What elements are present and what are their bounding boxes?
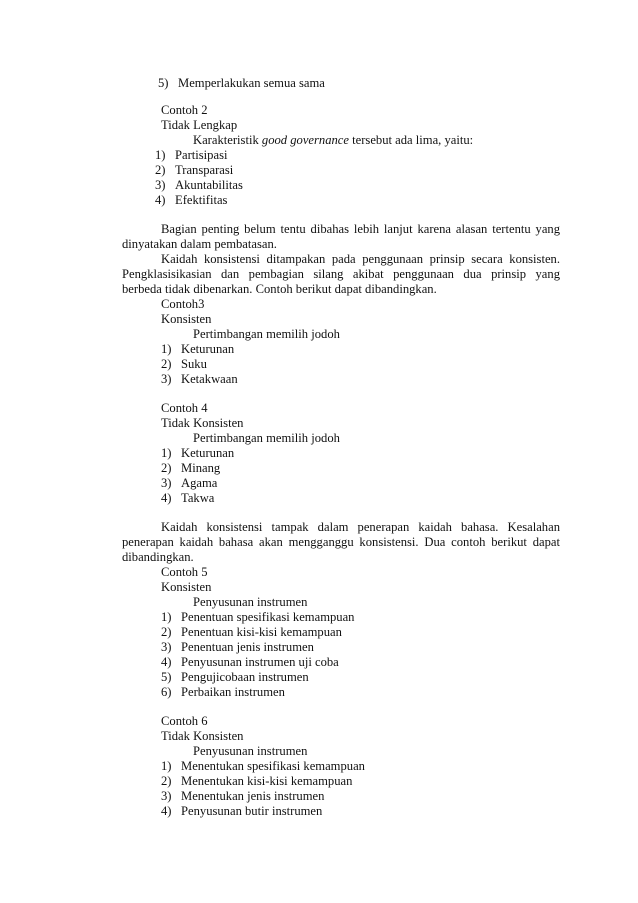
list-item-text: Menentukan kisi-kisi kemampuan bbox=[181, 774, 353, 788]
list-item-text: Perbaikan instrumen bbox=[181, 685, 285, 699]
example-label: Tidak Lengkap bbox=[161, 118, 238, 132]
list-item-text: Ketakwaan bbox=[181, 372, 238, 386]
list-item bbox=[161, 357, 207, 372]
example-title: Contoh 2 bbox=[161, 103, 208, 117]
example-title: Contoh 5 bbox=[161, 565, 208, 579]
list-number: 2) bbox=[161, 774, 172, 788]
list-number: 4) bbox=[155, 193, 166, 207]
example-lead: Penyusunan instrumen bbox=[193, 595, 308, 609]
list-item bbox=[155, 148, 227, 163]
example-lead: Penyusunan instrumen bbox=[193, 744, 308, 758]
paragraph-line: Kaidah konsistensi ditampakan pada penggunaan prinsip secara konsisten. bbox=[161, 252, 560, 266]
list-number: 3) bbox=[161, 476, 172, 490]
list-item-text: Suku bbox=[181, 357, 207, 371]
paragraph-line: dinyatakan dalam pembatasan. bbox=[122, 237, 277, 251]
list-item bbox=[161, 685, 285, 700]
list-item-text: Efektifitas bbox=[175, 193, 228, 207]
paragraph-line: penerapan kaidah bahasa akan mengganggu konsistensi. Dua contoh berikut dapat bbox=[122, 535, 560, 549]
list-item bbox=[155, 178, 243, 193]
example-title: Contoh 4 bbox=[161, 401, 208, 415]
list-number: 3) bbox=[161, 372, 172, 386]
list-item-text: Keturunan bbox=[181, 446, 235, 460]
list-item-text: Menentukan jenis instrumen bbox=[181, 789, 325, 803]
list-number: 4) bbox=[161, 804, 172, 818]
list-number: 1) bbox=[155, 148, 166, 162]
list-item bbox=[161, 625, 342, 640]
list-item bbox=[161, 789, 324, 804]
list-item-text: Penentuan spesifikasi kemampuan bbox=[181, 610, 355, 624]
example-label: Tidak Konsisten bbox=[161, 729, 244, 743]
example-lead: Pertimbangan memilih jodoh bbox=[193, 431, 340, 445]
paragraph-line: Kaidah konsistensi tampak dalam penerapan kaidah bahasa. Kesalahan bbox=[161, 520, 560, 534]
list-number: 1) bbox=[161, 446, 172, 460]
example-title: Contoh 6 bbox=[161, 714, 208, 728]
list-item bbox=[161, 804, 322, 819]
list-item-text: Penentuan jenis instrumen bbox=[181, 640, 314, 654]
list-item bbox=[161, 476, 217, 491]
list-item-text: Partisipasi bbox=[175, 148, 228, 162]
list-item-text: Menentukan spesifikasi kemampuan bbox=[181, 759, 365, 773]
example-lead: Pertimbangan memilih jodoh bbox=[193, 327, 340, 341]
list-item-text: Keturunan bbox=[181, 342, 235, 356]
list-item-text: Penyusunan instrumen uji coba bbox=[181, 655, 339, 669]
list-item bbox=[161, 461, 220, 476]
paragraph-line: Bagian penting belum tentu dibahas lebih lanjut karena alasan tertentu yang bbox=[161, 222, 560, 236]
list-item bbox=[155, 193, 227, 208]
list-item bbox=[161, 774, 352, 789]
example-title: Contoh3 bbox=[161, 297, 205, 311]
paragraph-line: dibandingkan. bbox=[122, 550, 194, 564]
list-number: 2) bbox=[155, 163, 166, 177]
list-number: 3) bbox=[161, 640, 172, 654]
list-number: 2) bbox=[161, 625, 172, 639]
example-lead: Karakteristik good governance tersebut ada lima, yaitu: bbox=[193, 133, 474, 147]
example-label: Konsisten bbox=[161, 312, 212, 326]
list-item bbox=[155, 163, 233, 178]
example-label: Tidak Konsisten bbox=[161, 416, 244, 430]
list-number: 5) bbox=[158, 76, 169, 90]
list-number: 4) bbox=[161, 655, 172, 669]
list-number: 3) bbox=[161, 789, 172, 803]
list-item bbox=[161, 670, 309, 685]
example-label: Konsisten bbox=[161, 580, 212, 594]
list-item bbox=[161, 610, 354, 625]
list-number: 1) bbox=[161, 610, 172, 624]
paragraph-line: berbeda tidak dibenarkan. Contoh berikut dapat dibandingkan. bbox=[122, 282, 437, 296]
list-item bbox=[161, 759, 365, 774]
list-number: 2) bbox=[161, 357, 172, 371]
list-number: 6) bbox=[161, 685, 172, 699]
list-number: 4) bbox=[161, 491, 172, 505]
list-item bbox=[161, 655, 339, 670]
list-item-text: Akuntabilitas bbox=[175, 178, 243, 192]
list-item-text: Minang bbox=[181, 461, 221, 475]
list-item bbox=[161, 491, 214, 506]
list-item-text: Takwa bbox=[181, 491, 215, 505]
list-item-text: Agama bbox=[181, 476, 218, 490]
list-item-text: Pengujicobaan instrumen bbox=[181, 670, 309, 684]
list-item-text: Penentuan kisi-kisi kemampuan bbox=[181, 625, 342, 639]
list-item-text: Penyusunan butir instrumen bbox=[181, 804, 323, 818]
list-number: 3) bbox=[155, 178, 166, 192]
list-item bbox=[161, 342, 234, 357]
list-number: 1) bbox=[161, 759, 172, 773]
list-number: 5) bbox=[161, 670, 172, 684]
paragraph-line: Pengklasisikasian dan pembagian silang akibat penggunaan dua prinsip yang bbox=[122, 267, 560, 281]
list-item bbox=[161, 640, 314, 655]
list-number: 1) bbox=[161, 342, 172, 356]
list-number: 2) bbox=[161, 461, 172, 475]
list-item-text: Memperlakukan semua sama bbox=[178, 76, 325, 90]
list-item bbox=[161, 372, 238, 387]
list-item-text: Transparasi bbox=[175, 163, 234, 177]
list-item bbox=[161, 446, 234, 461]
list-item bbox=[158, 76, 325, 91]
